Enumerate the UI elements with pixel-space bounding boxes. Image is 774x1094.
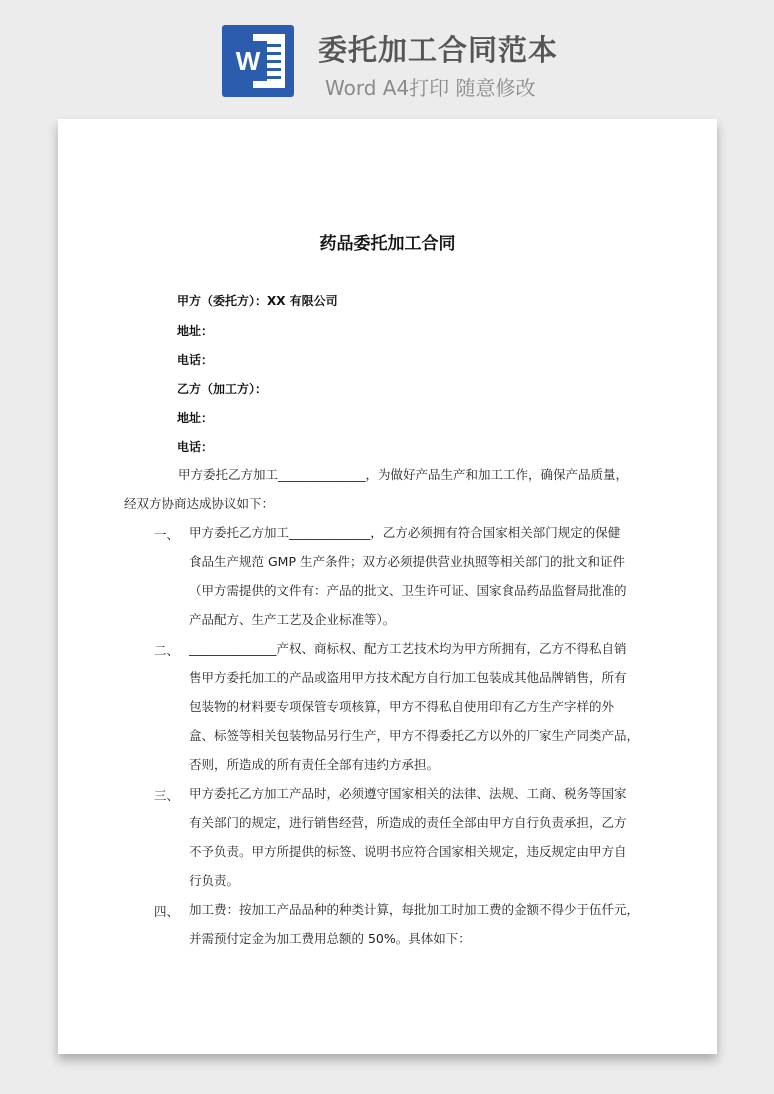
contract-title: 药品委托加工合同 — [319, 234, 456, 254]
party-a-name: 甲方（委托方）：XX 有限公司 — [177, 294, 338, 308]
clause-line: 甲方委托乙方加工产品时，必须遵守国家相关的法律、法规、工商、税务等国家 — [189, 786, 627, 801]
clause-line: （甲方需提供的文件有：产品的批文、卫生许可证、国家食品药品监督局批准的 — [189, 583, 627, 598]
intro-line: 甲方委托乙方加工______________，为做好产品生产和加工工作，确保产品质量， — [178, 467, 629, 482]
template-title: 委托加工合同范本 — [318, 33, 559, 67]
document-page — [58, 119, 717, 1054]
template-subtitle: Word A4打印 随意修改 — [325, 76, 536, 100]
clause-number: 二、 — [154, 643, 180, 658]
clause-line: 食品生产规范 GMP 生产条件；双方必须提供营业执照等相关部门的批文和证件 — [189, 554, 625, 569]
party-a-address: 地址： — [177, 324, 214, 338]
clause-line: 不予负责。甲方所提供的标签、说明书应符合国家相关规定，违反规定由甲方自 — [189, 844, 627, 859]
word-icon — [222, 25, 294, 97]
intro-line: 经双方协商达成协议如下： — [124, 496, 275, 511]
clause-number: 四、 — [154, 904, 180, 919]
clause-line: 售甲方委托加工的产品或盗用甲方技术配方自行加工包装成其他品牌销售，所有 — [189, 670, 627, 685]
clause-number: 一、 — [154, 527, 180, 542]
clause-line: 产品配方、生产工艺及企业标准等）。 — [189, 612, 396, 627]
party-a-phone: 电话： — [177, 353, 214, 367]
party-b-phone: 电话： — [177, 440, 214, 454]
party-b-address: 地址： — [177, 411, 214, 425]
party-b-name: 乙方（加工方）： — [177, 382, 268, 396]
clause-line: 包装物的材料要专项保管专项核算，甲方不得私自使用印有乙方生产字样的外 — [189, 699, 615, 714]
clause-line: 加工费：按加工产品品种的种类计算，每批加工时加工费的金额不得少于伍仟元， — [189, 902, 640, 917]
clause-line: ______________产权、商标权、配方工艺技术均为甲方所拥有，乙方不得私自销 — [189, 641, 627, 656]
word-icon-letter: W — [229, 41, 267, 81]
clause-line: 并需预付定金为加工费用总额的 50%。具体如下： — [189, 931, 471, 946]
clause-number: 三、 — [154, 788, 180, 803]
clause-line: 盒、标签等相关包装物品另行生产，甲方不得委托乙方以外的厂家生产同类产品， — [189, 728, 640, 743]
clause-line: 行负责。 — [189, 873, 240, 888]
clause-line: 否则，所造成的所有责任全部有违约方承担。 — [189, 757, 440, 772]
clause-line: 有关部门的规定，进行销售经营，所造成的责任全部由甲方自行负责承担，乙方 — [189, 815, 627, 830]
clause-line: 甲方委托乙方加工_____________，乙方必须拥有符合国家相关部门规定的保健 — [189, 525, 621, 540]
page-header — [0, 0, 774, 110]
